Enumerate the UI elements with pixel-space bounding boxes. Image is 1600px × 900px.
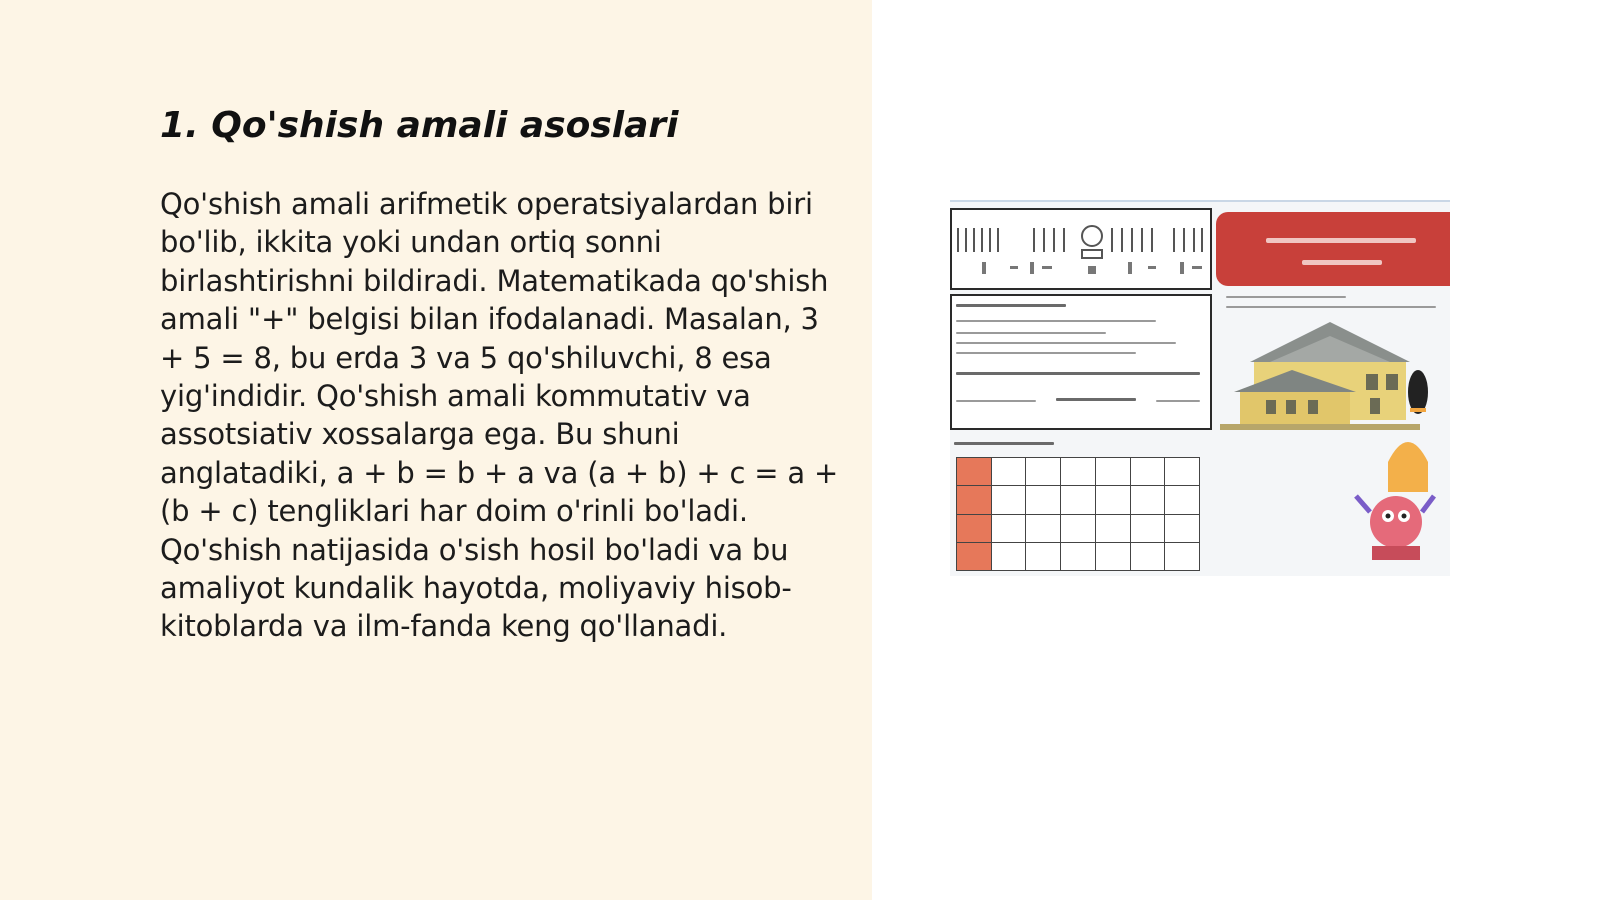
slide-body-text: Qo'shish amali arifmetik operatsiyalardan biri bo'lib, ikkita yoki undan ortiq sonni birlashtirishni bildiradi. Matematikada qo'shish amali "+" belgisi bilan ifodalanadi. Masalan, 3 + 5 = 8, bu erda 3 va 5 qo'shiluvchi, 8 esa yig'indidir. Qo'shish amali kommutativ va assotsiativ xossalarga ega. Bu shuni anglatadiki, a + b = b + a va (a + b) + c = a + (b + c) tengliklari har doim o'rinli bo'ladi. Qo'shish natijasida o'sish hosil bo'ladi va bu amaliyot kundalik hayotda, moliyaviy hisob-kitoblarda va ilm-fanda keng qo'llanadi. <box>160 187 839 644</box>
worksheet-banner <box>1216 212 1450 286</box>
worksheet-table <box>956 457 1200 571</box>
slide-title: 1. Qo'shish amali asoslari <box>160 105 679 146</box>
fraction-figures <box>952 210 1210 288</box>
worksheet-image <box>950 200 1450 576</box>
worksheet-exercise-box <box>950 294 1212 430</box>
worksheet-fraction-strip <box>950 208 1212 290</box>
house-illustration <box>1220 312 1450 576</box>
